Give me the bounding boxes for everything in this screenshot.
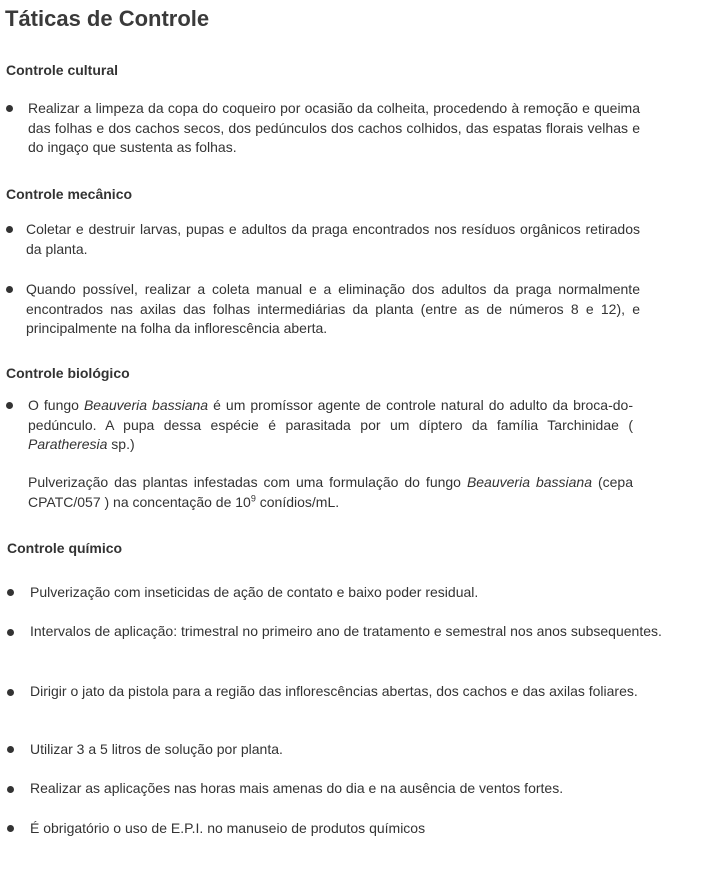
species-name: Beauveria bassiana (466, 474, 592, 490)
bullet-icon (7, 825, 14, 832)
page-title: Táticas de Controle (5, 6, 210, 31)
bullet-icon (7, 629, 14, 636)
list-item-text: Intervalos de aplicação: trimestral no primeiro ano de tratamento e semestral nos anos subsequentes. (30, 623, 662, 639)
bullet-icon (6, 286, 13, 293)
list-item-text: Utilizar 3 a 5 litros de solução por planta. (30, 741, 283, 757)
list-item-text: Coletar e destruir larvas, pupas e adultos da praga encontrados nos resíduos orgânicos retirados da planta. (26, 221, 640, 257)
bullet-icon (6, 226, 13, 233)
heading-controle-biologico: Controle biológico (6, 365, 130, 381)
bullet-icon (7, 589, 14, 596)
genus-name: Paratheresia (28, 436, 108, 452)
list-item-text: Realizar as aplicações nas horas mais amenas do dia e na ausência de ventos fortes. (30, 780, 564, 796)
exponent: 9 (250, 492, 256, 503)
heading-controle-cultural: Controle cultural (6, 62, 119, 78)
list-item-text: O fungo Beauveria bassiana é um promíssor agente de controle natural do adulto da broca-do-pedúnculo. A pupa dessa espécie é parasitada por um díptero da família Tarchinidae ( Paratheresia sp.) (28, 397, 633, 452)
heading-controle-mecanico: Controle mecânico (6, 186, 133, 202)
bullet-icon (7, 786, 14, 793)
bullet-icon (7, 746, 14, 753)
list-item-text-continued: Pulverização das plantas infestadas com uma formulação do fungo Beauveria bassiana (cepa CPATC/057 ) na concentação de $10^9$ conídios/mL. (28, 474, 633, 510)
list-item-text: Realizar a limpeza da copa do coqueiro por ocasião da colheita, procedendo à remoção e queima das folhas e dos cachos secos, dos pedúnculos dos cachos colhidos, das espatas florais velhas e do ingaço que sustenta as folhas. (28, 100, 640, 155)
species-name: Beauveria bassiana (83, 397, 209, 413)
list-item-text: Dirigir o jato da pistola para a região das inflorescências abertas, dos cachos e das axilas foliares. (30, 683, 638, 699)
list-item-text: É obrigatório o uso de E.P.I. no manuseio de produtos químicos (30, 820, 426, 836)
list-item-text: Pulverização com inseticidas de ação de contato e baixo poder residual. (30, 584, 479, 600)
list-item-text: Quando possível, realizar a coleta manual e a eliminação dos adultos da praga normalmente encontrados nas axilas das folhas intermediárias da planta (entre as de números 8 e 12), e principalmente na folha da inflorescência aberta. (26, 281, 640, 336)
heading-controle-quimico: Controle químico (7, 540, 123, 556)
bullet-icon (6, 105, 13, 112)
bullet-icon (7, 689, 14, 696)
bullet-icon (6, 402, 13, 409)
